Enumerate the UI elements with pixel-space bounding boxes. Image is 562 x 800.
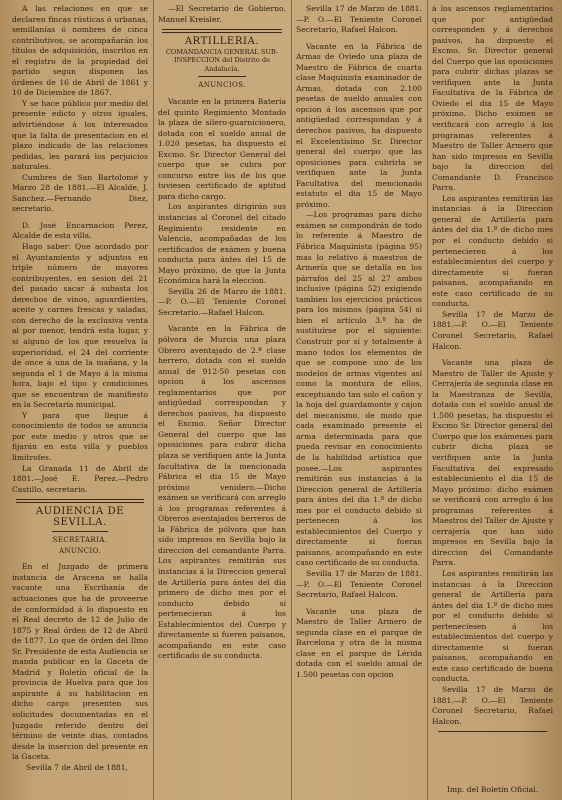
paragraph: —Los programas para dicho exámen se compondrán de todo lo referente á Maestro de Fábrica Maquinista (página 95) mas lo relativo á maestros de Armería que se detalla en los párrafos del 25 al 27 ambos inclusive (página 52) exigiendo tambien los ejercicios prácticos para los mismos (página 54) si bien el artículo 3.º ha de sustituirse por el siguiente: Construir por sí y totalmente á mano todos los elementos de que se compone uno de los modelos de armas vigentes así como la montura de ellos, exceptuando tan solo el cañon y la hoja del guardamonte y cajon del mecanismo, de modo que cada examinado presente el arma determinada para que pueda revisar en conocimiento de la habilidad artística que posee.—Los aspirantes remitirán sus instancias á la Direccion general de Artillería para ántes del dia 1.º de dicho mes por el conducto debido si pertenecen á los establecimientos del Cuerpo y directamente si fueran paisanos, acompañando en este caso certificado de su conducta. xyxy=(296,210,422,568)
column-2 xyxy=(158,4,286,796)
paragraph: En el Juzgado de primera instancia de Aracena se halla vacante una Escribanía de actuaciones que ha de proveerse de conformidad á lo dispuesto en el Real decreto de 12 de Julio de 1875 y Real órden de 12 de Abril de 1877. Lo que de órden del Ilmo Sr. Presidente de esta Audiencia se manda publicar en la Gaceta de Madrid y Boletín oficial de la provincia de Huelva para que los aspirante á su habilitacion en dicho cargo presenten sus solicitudes documentadas en el Juzgado referido dentro del término de veinte dias, contados desde la insercion del presente en la Gaceta. xyxy=(12,562,148,762)
printer-imprint: Imp. del Boletín Oficial. xyxy=(446,785,539,794)
paragraph: Y para que llegue á conocimiento de todos se anuncia por este medio y otros que se fijarán en esta villa y pueblos limítrofes. xyxy=(12,410,148,462)
section-heading: SECRETARIA. xyxy=(52,536,108,545)
column-rule xyxy=(427,0,428,800)
paragraph: Sevilla 17 de Marzo de 1881.—P. O.—El Teniente Coronel Secretario, Rafael Halcon. xyxy=(432,685,553,726)
paragraph: Los aspirantes remitirán las instancias á la Direccion general de Artillería para ántes del dia 1.º de dicho mes por el conducto debido si pertenecieren á los establecimientos del cuerpo y directamente si fueran paisanos, acompañando en este caso certificado de su conducta. xyxy=(432,193,553,309)
paragraph: —El Secretario de Gobierno, Manuel Kreisler. xyxy=(158,4,286,24)
paragraph: D. José Encarnacion Perez, Alcalde de esta villa. xyxy=(12,220,148,241)
paragraph: á los ascensos reglamentarios que por antigüedad corresponden y á derechos pasivos, ha dispuesto el Excmo. Sr. Director general del Cuerpo que las oposiciones para cubrir dichas plazas se verifiquen ante la Junta Facultativa de la Fábrica de Oviedo el dia 15 de Mayo próximo. Dicho exámen se verificará con arreglo á los programas referentes á Maestro de Taller Armero que han sido impresos en Sevilla bajo la direccion del Comandante D. Francisco Parra. xyxy=(432,4,553,193)
column-3 xyxy=(296,4,422,796)
section-heading: ANUNCIOS. xyxy=(198,81,246,90)
paragraph: Vacante una plaza de Maestro de Taller de Ajuste y Cerrajería de segunda clase en la Maestranza de Sevilla, dotada con el sueldo anual de 1.500 pesetas, ha dispuesto el Excmo Sr. Director general del Cuerpo que los exámenes para cubrir dicha plaza se verifiquen ante la Junta Facultativa del expresado establecimiento el dia 15 de Mayo próximo: dicho exámen se verificará con arreglo á los programas referentes á Maestros del Taller de Ajuste y cerrajería que han sido impresos en Sevilla bajo la direccion del Comandante Parra. xyxy=(432,358,553,568)
paragraph: Sevilla 17 de Marzo de 1881.—P. O.—El Teniente Coronel Secretario, Rafael Halcon. xyxy=(296,568,422,600)
paragraph: Sevilla 17 de Marzo de 1881.—P. O.—El Teniente Coronel Secretario, Rafael Halcon. xyxy=(432,309,553,351)
column-rule xyxy=(291,0,292,800)
paragraph: Los aspirantes dirigirán sus instancias al Coronel del citado Regimiento residente en Valencia, acompañadas de los certificados de exámen y buena conducta para ántes del 15 de Mayo próximo, de que la Junta Económica hará la eleccion. xyxy=(158,202,286,286)
paragraph: La Granada 11 de Abril de 1881.—José E. Perez.—Pedro Castillo, secretario. xyxy=(12,463,148,494)
paragraph: Vacante en la Fábrica de pólvora de Murcia una plaza Obrero aventajado de 2.ª clase herrero, dotada con el sueldo anual de 912·50 pesetas con opcion á los ascensos reglamentarios que por antigüedad correspondan y derechos pasivos, ha dispuesto el Excmo. Señor Director General del cuerpo que las oposiciones para cubrir dicha plaza se verifiquen ante la Junta facultativa de la mencionada Fábrica el dia 15 de Mayo próximo venidero.—Dicho exámen se verificará con arreglo á los programas referentes á Obreros aventajados herreros de la Fábrica de pólvora que han sido impresos en Sevilla bajo la direccion del comandante Parra. Los aspirantes remitirán sus instancias á la Direccion general de Artillería para ántes del dia primero de dicho mes por el conducto debido si pertenecieran á los Establecimientos del Cuerpo y directamente si fueren paisanos, acompañando en este caso certificado de su conducta. xyxy=(158,324,286,661)
divider xyxy=(52,531,108,532)
paragraph: A las relaciones en que se declaren fincas rústicas ó urbanas, semillanías ó nombres de cinca contributivos, se acompañarán los títulos de adquisición, inscritos en el registro de la propiedad del partido segun disponen las órdenes de 16 de Abril de 1861 y 10 de Diciembre de 1867. xyxy=(12,4,148,98)
paragraph: Vacante en la primera Batería del quinto Regimiento Montado la plaza de silero-guarnicionero, dotada con el sueldo anual de 1.020 pesetas, ha dispuesto el Excmo. Sr. Director General del cuerpo que se cubra por concurso entre los de los que tuviesen certificado de aptitud para dicho cargo. xyxy=(158,96,286,201)
section-heading: AUDIENCIA DE SEVILLA. xyxy=(35,506,125,528)
divider xyxy=(16,499,144,503)
column-1 xyxy=(12,4,148,796)
paragraph: Los aspirantes remitirán las instancias á la Direccion general de Artillería para ántes del dia 1.º de dicho mes por el conducto debido si perteneciesen á los establecimientos del cuerpo y directamente si fueran paisanos, acompañando en este caso certificado de buena conducta. xyxy=(432,568,553,684)
paragraph: Hago saber: Que acordado por el Ayuntamiento y adjuntos en triple número de mayores contribuyentes, en sesion del 21 del pasado sacar á subasta los derechos de vinos, aguardientes, aceite y carnes frescas y saladas, con derecho de la exclusiva venta al por menor, tendrá esta lugar, y si alguno de los que resuelva la superioridad, el 24 del corriente de once á una de la mañana, y la segunda el 1 de Mayo á la misma hora, bajo el tipo y condiciones que se encuentran de manifiesto en la Secretaría municipal. xyxy=(12,242,148,410)
paragraph: Sevilla 7 de Abril de 1881, xyxy=(26,762,128,772)
paragraph: Sevilla 17 de Marzo de 1881.—P. O.—El Teniente Coronel Secretario, Rafael Halcon. xyxy=(296,4,422,35)
paragraph: Y se hace público por medio del presente edicto y otros iguales, advirtiéndose á los interesados que la falta de presentacion en el plazo indicado de las relaciones pedidas, les parará los perjuicios naturales. xyxy=(12,98,148,172)
paragraph: Vacante una plaza de Maestro de Taller Armero de segunda clase en el parque de Barcelona y otra de la misma clase en el parque de Lérida dotada con el sueldo anual de 1.500 pesetas con opcion xyxy=(296,606,422,679)
column-4 xyxy=(432,4,553,796)
paragraph: Vacante en la Fábrica de Armas de Oviedo una plaza de Maestro de Fábrica de cuarta clase Maquinista examinador de Armas, dotada con 2.100 pesetas de sueldo anuales con opcion á los ascensos que por antigüedad correspondan y á derechos pasivos, ha dispuesto el Excelentísimo Sr. Director general del cuerpo que las oposiciones para cubrirla se verifiquen ante la Junta Facultativa del mencionado estatuto el dia 15 de Mayo próximo. xyxy=(296,41,422,209)
paragraph: Cumbres de San Bartolomé y Marzo 28 de 1881.—El Alcalde, J. Sanchez.—Fernando Diez, secretario. xyxy=(12,172,148,214)
section-heading: ANUNCIO. xyxy=(58,546,102,555)
divider xyxy=(162,29,282,33)
paragraph: Sevilla 26 de Marzo de 1881.—P. O.—El Teniente Coronel Secretario.—Rafael Halcon. xyxy=(158,286,286,317)
section-heading: ARTILLERIA. xyxy=(184,36,260,48)
divider xyxy=(438,731,547,732)
section-heading: COMANDANCIA GENERAL SUB-INSPECCION del Distrito de Andalucía. xyxy=(165,47,279,73)
divider xyxy=(198,76,246,77)
column-rule xyxy=(153,0,154,800)
